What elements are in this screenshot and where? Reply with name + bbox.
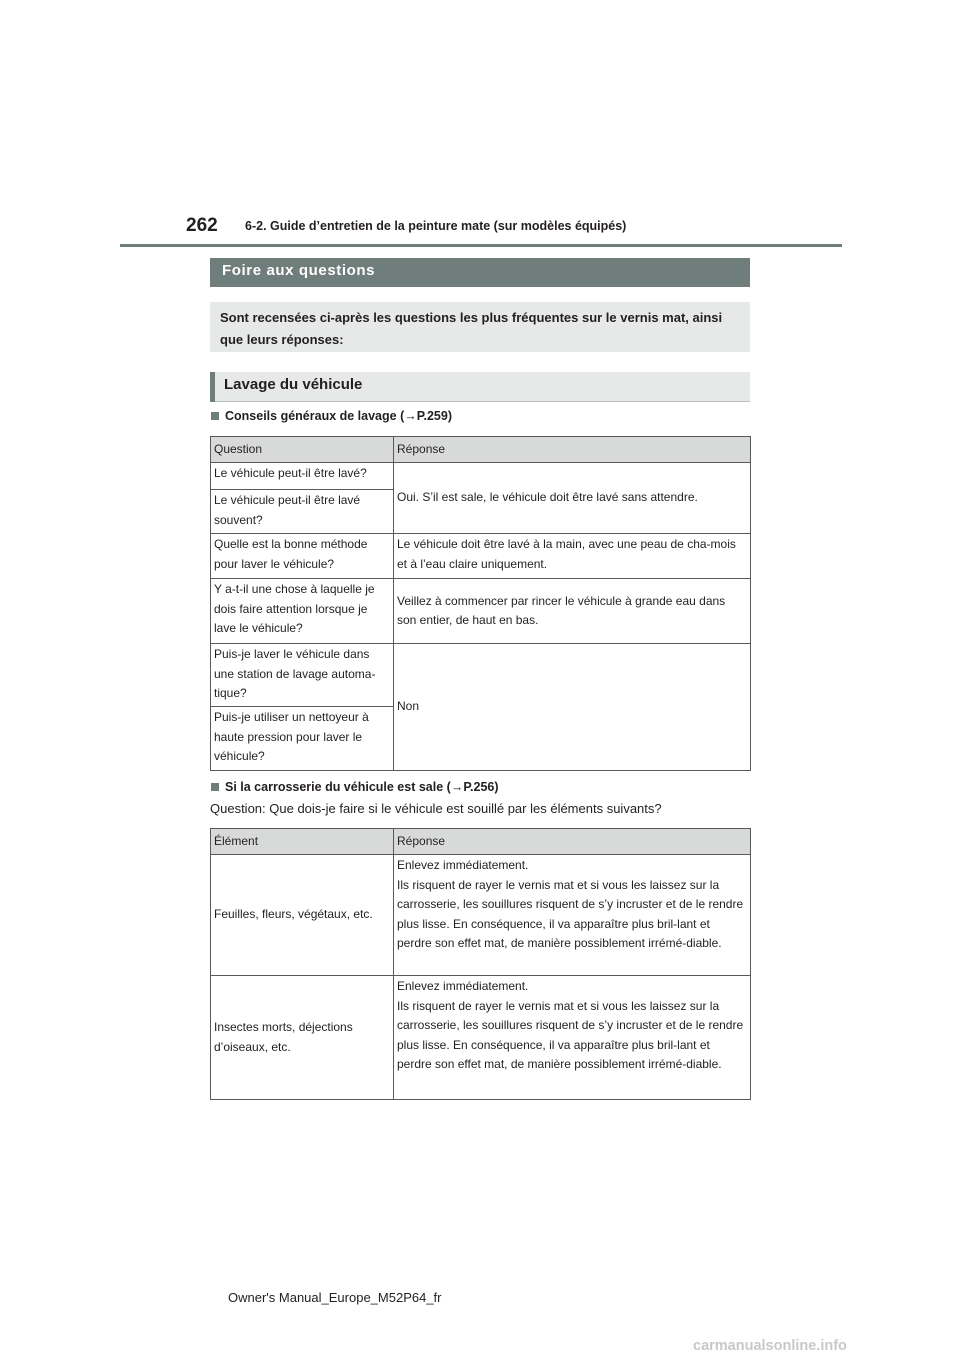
- dirty-faq-table: [210, 828, 751, 1100]
- table-row: [211, 534, 751, 579]
- answer-detail: Ils risquent de rayer le vernis mat et si vous les laissez sur la carrosserie, les souillures risquent de s’y incruster et de le rendre plus lisse. En conséquence, il va apparaître plus bril-lant et perdre son effet mat, de manière possiblement irrémé-diable.: [397, 998, 744, 1071]
- table-row: [211, 644, 751, 707]
- column-header-answer: Réponse: [394, 829, 751, 855]
- faq-banner: Foire aux questions: [210, 258, 750, 287]
- column-header-answer: Réponse: [394, 437, 751, 463]
- answer-detail: Ils risquent de rayer le vernis mat et si vous les laissez sur la carrosserie, les souillures risquent de s’y incruster et de le rendre plus lisse. En conséquence, il va apparaître plus bril-lant et perdre son effet mat, de manière possiblement irrémé-diable.: [397, 877, 744, 950]
- dirty-heading-ref[interactable]: P.256: [463, 780, 495, 794]
- question-cell: Le véhicule peut-il être lavé?: [211, 463, 394, 490]
- wash-heading-ref[interactable]: P.259: [416, 409, 448, 423]
- dirty-question: Question: Que dois-je faire si le véhicule est souillé par les éléments suivants?: [210, 801, 662, 816]
- element-cell: Feuilles, fleurs, végétaux, etc.: [211, 855, 394, 976]
- subsection-bar: [210, 372, 215, 402]
- wash-faq-table: [210, 436, 751, 771]
- table-row: [211, 579, 751, 644]
- table-header-row: [211, 829, 751, 855]
- answer-first-line: Enlevez immédiatement.: [397, 858, 529, 872]
- question-cell: Le véhicule peut-il être lavé souvent?: [211, 490, 394, 534]
- table-row: [211, 463, 751, 490]
- shared-answer-cell: Non: [394, 644, 751, 771]
- table-header-row: [211, 437, 751, 463]
- question-cell: Puis-je laver le véhicule dans une station de lavage automa-tique?: [211, 644, 394, 707]
- wash-heading-text: Conseils généraux de lavage (: [225, 409, 405, 423]
- page-number: 262: [186, 215, 218, 236]
- bullet-square-icon: [211, 783, 219, 791]
- section-header: 6-2. Guide d’entretien de la peinture mate (sur modèles équipés): [245, 219, 627, 233]
- answer-cell: Le véhicule doit être lavé à la main, avec une peau de cha-mois et à l’eau claire uniquement.: [394, 534, 751, 579]
- arrow-icon: →: [450, 780, 464, 794]
- dirty-heading-text: Si la carrosserie du véhicule est sale (: [225, 780, 451, 794]
- question-cell: Y a-t-il une chose à laquelle je dois faire attention lorsque je lave le véhicule?: [211, 579, 394, 644]
- answer-cell: [394, 976, 751, 1100]
- bullet-square-icon: [211, 412, 219, 420]
- subsection-header: [210, 372, 750, 402]
- dirty-heading-close: ): [494, 780, 499, 794]
- wash-heading: [211, 409, 452, 423]
- table-row: [211, 855, 751, 976]
- answer-first-line: Enlevez immédiatement.: [397, 979, 529, 993]
- watermark: carmanualsonline.info: [693, 1338, 847, 1354]
- intro-box: Sont recensées ci-après les questions les plus fréquentes sur le vernis mat, ainsi que leurs réponses:: [210, 302, 750, 352]
- footer-doc-id: Owner's Manual_Europe_M52P64_fr: [228, 1290, 442, 1305]
- shared-answer-cell: Oui. S’il est sale, le véhicule doit être lavé sans attendre.: [394, 463, 751, 534]
- dirty-heading: [211, 780, 499, 794]
- question-cell: Quelle est la bonne méthode pour laver le véhicule?: [211, 534, 394, 579]
- arrow-icon: →: [404, 409, 417, 423]
- answer-cell: [394, 855, 751, 976]
- answer-cell: Veillez à commencer par rincer le véhicule à grande eau dans son entier, de haut en bas.: [394, 579, 751, 644]
- column-header-element: Élément: [211, 829, 394, 855]
- column-header-question: Question: [211, 437, 394, 463]
- question-cell: Puis-je utiliser un nettoyeur à haute pression pour laver le véhicule?: [211, 707, 394, 771]
- element-cell: Insectes morts, déjections d’oiseaux, etc.: [211, 976, 394, 1100]
- subsection-title: Lavage du véhicule: [224, 376, 363, 393]
- header-rule: [120, 244, 842, 247]
- table-row: [211, 976, 751, 1100]
- wash-heading-close: ): [447, 409, 452, 423]
